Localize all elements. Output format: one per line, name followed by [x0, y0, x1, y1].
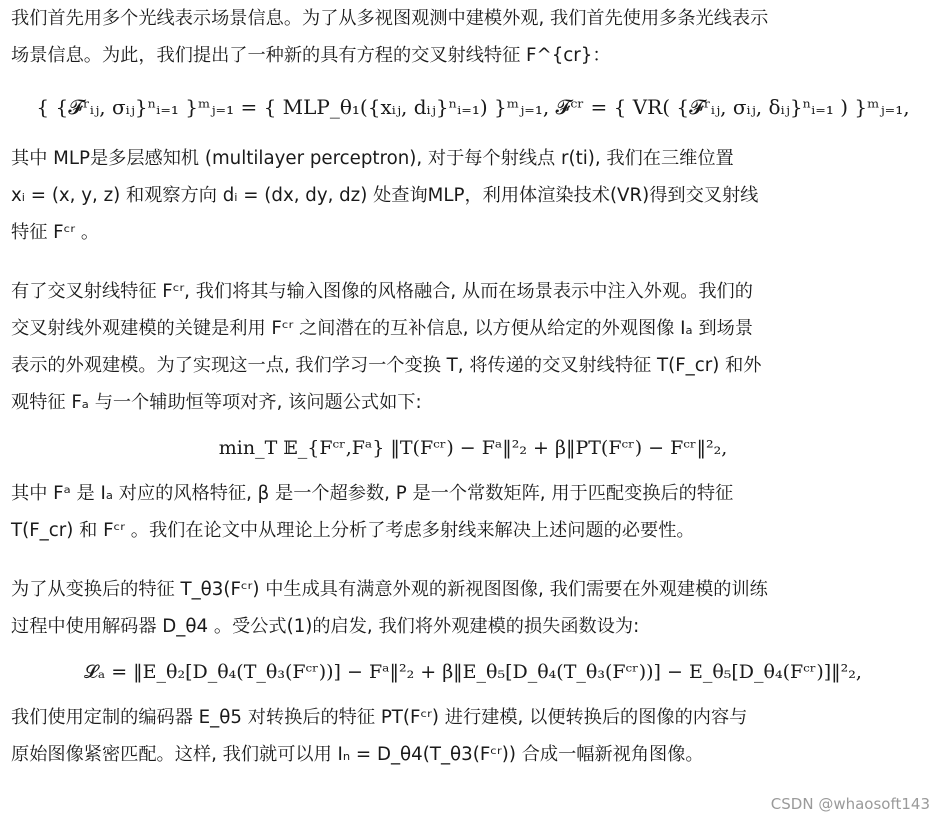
- equation-appearance-loss: 𝓛ₐ = ‖E_θ₂[D_θ₄(T_θ₃(Fᶜʳ))] − Fᵃ‖²₂ + β‖E_θ₅[D_θ₄(T_θ₃(Fᶜʳ))] − E_θ₅[D_θ₄(Fᶜʳ)]‖²₂,: [84, 661, 862, 683]
- text-line: 表示的外观建模。为了实现这一点, 我们学习一个变换 T, 将传递的交叉射线特征 T(F_cr) 和外: [11, 355, 762, 376]
- paragraph-2: [11, 140, 935, 251]
- text-line: 原始图像紧密匹配。这样, 我们就可以用 Iₙ = D_θ4(T_θ3(Fᶜʳ)) 合成一幅新视角图像。: [11, 744, 704, 765]
- text-line: xᵢ = (x, y, z) 和观察方向 dᵢ = (dx, dy, dz) 处查询MLP，利用体渲染技术(VR)得到交叉射线: [11, 185, 759, 206]
- paragraph-gap: [11, 549, 935, 571]
- text-line: 其中 Fᵃ 是 Iₐ 对应的风格特征, β 是一个超参数, P 是一个常数矩阵, 用于匹配变换后的特征: [11, 483, 734, 504]
- text-line: 特征 Fᶜʳ 。: [11, 222, 100, 243]
- text-line: 过程中使用解码器 D_θ4 。受公式(1)的启发, 我们将外观建模的损失函数设为:: [11, 616, 640, 637]
- paragraph-6: [11, 699, 935, 773]
- paragraph-1: [11, 0, 935, 74]
- paragraph-5: [11, 571, 935, 645]
- paragraph-4: [11, 475, 935, 549]
- csdn-watermark: CSDN @whaosoft143: [770, 795, 930, 813]
- text-line: 交叉射线外观建模的关键是利用 Fᶜʳ 之间潜在的互补信息, 以方便从给定的外观图像 Iₐ 到场景: [11, 318, 754, 339]
- equation-alignment-objective: min_T 𝔼_{Fᶜʳ,Fᵃ} ‖T(Fᶜʳ) − Fᵃ‖²₂ + β‖PT(Fᶜʳ) − Fᶜʳ‖²₂,: [218, 437, 728, 459]
- text-line: 有了交叉射线特征 Fᶜʳ, 我们将其与输入图像的风格融合, 从而在场景表示中注入外观。我们的: [11, 281, 753, 302]
- paragraph-gap: [11, 251, 935, 273]
- text-line: 为了从变换后的特征 T_θ3(Fᶜʳ) 中生成具有满意外观的新视图图像, 我们需要在外观建模的训练: [11, 579, 768, 600]
- text-line: 观特征 Fₐ 与一个辅助恒等项对齐, 该问题公式如下:: [11, 392, 422, 413]
- text-line: T(F_cr) 和 Fᶜʳ 。我们在论文中从理论上分析了考虑多射线来解决上述问题的必要性。: [11, 520, 695, 541]
- paragraph-3: [11, 273, 935, 421]
- text-line: 场景信息。为此，我们提出了一种新的具有方程的交叉射线特征 F^{cr}：: [11, 45, 611, 66]
- text-line: 我们使用定制的编码器 E_θ5 对转换后的特征 PT(Fᶜʳ) 进行建模, 以便转换后的图像的内容与: [11, 707, 748, 728]
- article-body: [11, 0, 935, 773]
- text-line: 其中 MLP是多层感知机 (multilayer perceptron), 对于每个射线点 r(ti), 我们在三维位置: [11, 148, 734, 169]
- equation-cross-ray-feature: { {𝓕ʳᵢⱼ, σᵢⱼ}ⁿᵢ₌₁ }ᵐⱼ₌₁ = { MLP_θ₁({xᵢⱼ, dᵢⱼ}ⁿᵢ₌₁) }ᵐⱼ₌₁, 𝓕ᶜʳ = { VR( {𝓕ʳᵢⱼ, σᵢⱼ, δᵢⱼ}ⁿᵢ₌₁ ) }ᵐⱼ₌₁,: [36, 95, 910, 119]
- text-line: 我们首先用多个光线表示场景信息。为了从多视图观测中建模外观, 我们首先使用多条光线表示: [11, 8, 769, 29]
